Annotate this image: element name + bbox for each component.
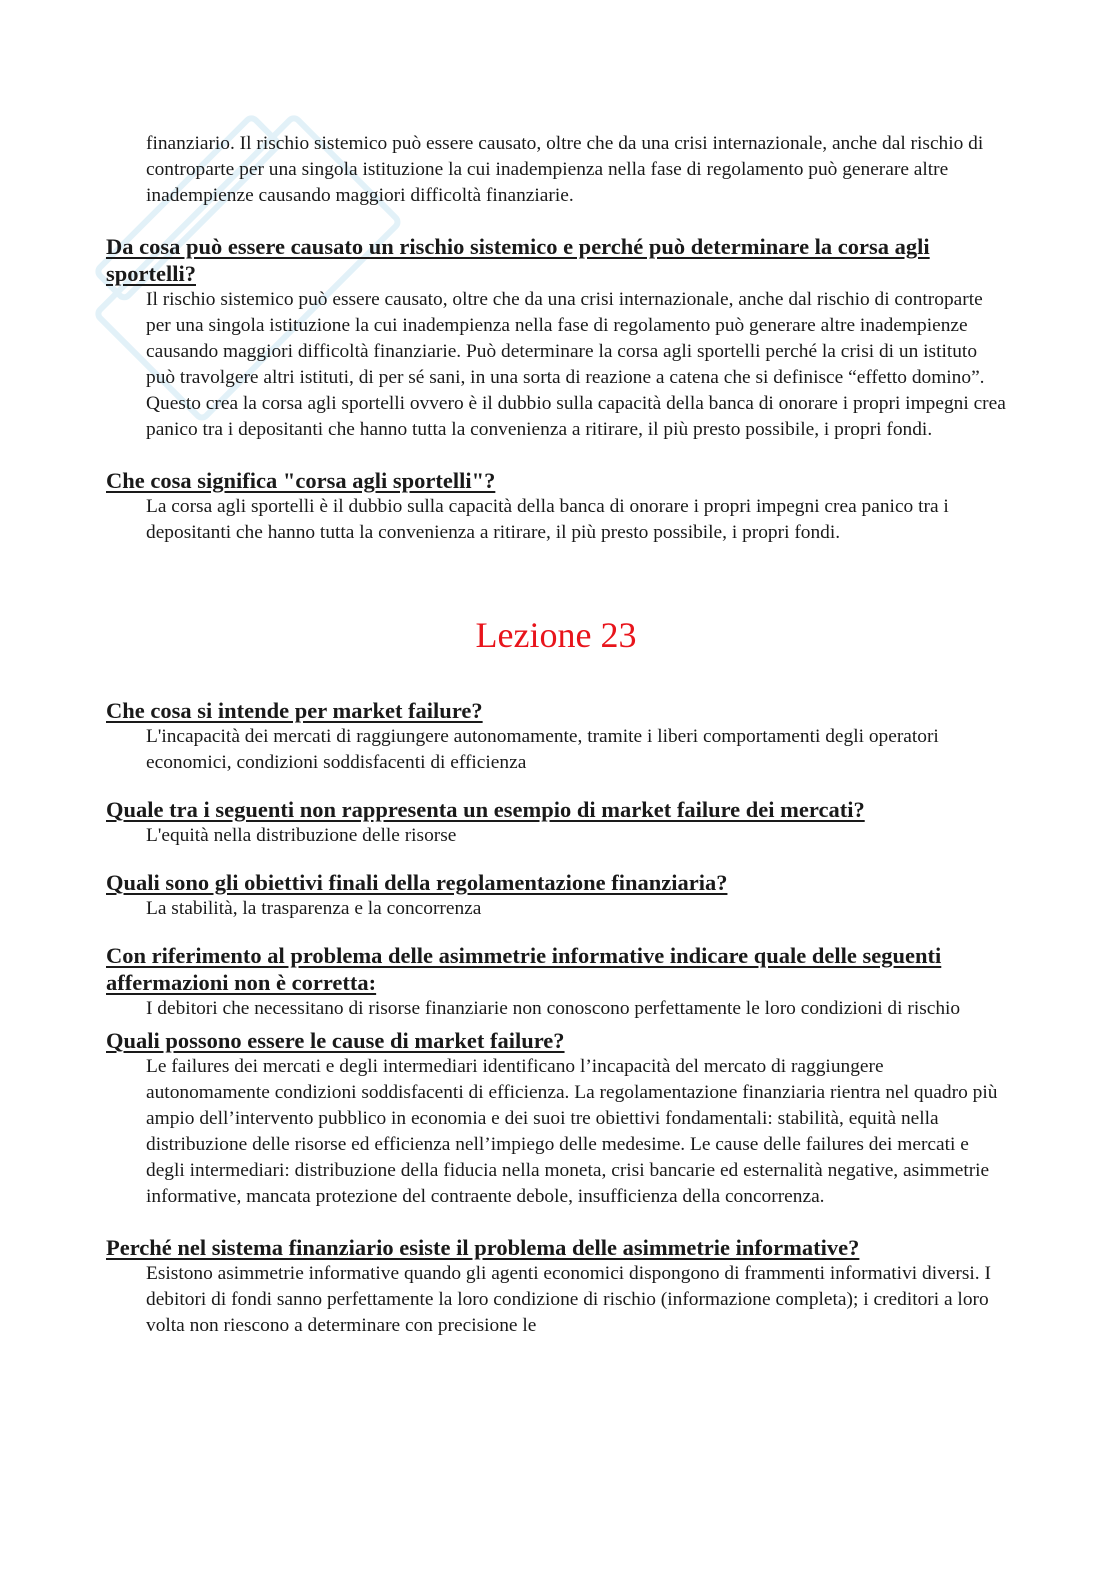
page-content: [106, 131, 1006, 1339]
lesson-title: Lezione 23: [475, 615, 637, 655]
qa-item: [106, 1027, 1006, 1210]
answer-text: La stabilità, la trasparenza e la concorrenza: [146, 898, 482, 919]
question-heading: Da cosa può essere causato un rischio sistemico e perché può determinare la corsa agli sportelli?: [106, 234, 930, 286]
question-heading: Che cosa si intende per market failure?: [106, 698, 483, 723]
answer-text: Il rischio sistemico può essere causato, oltre che da una crisi internazionale, anche dal rischio di controparte per una singola istituzione la cui inadempienza nella fase di regolamento può generare altre inadempienze causando maggiori difficoltà finanziarie. Può determinare la corsa agli sportelli perché la crisi di un istituto può travolgere altri istituti, di per sé sani, in una sorta di reazione a catena che si definisce “effetto domino”. Questo crea la corsa agli sportelli ovvero è il dubbio sulla capacità della banca di onorare i propri impegni crea panico tra i depositanti che hanno tutta la convenienza a ritirare, il più presto possibile, i propri fondi.: [146, 289, 1006, 440]
question-heading: Che cosa significa "corsa agli sportelli"?: [106, 468, 496, 493]
qa-item: [106, 796, 1006, 849]
answer-text: Le failures dei mercati e degli intermediari identificano l’incapacità del mercato di raggiungere autonomamente condizioni soddisfacenti di efficienza. La regolamentazione finanziaria rientra nel quadro più ampio dell’intervento pubblico in economia e dei suoi tre obiettivi fondamentali: stabilità, equità nella distribuzione delle risorse ed efficienza nell’impiego delle medesime. Le cause delle failures dei mercati e degli intermediari: distribuzione della fiducia nella moneta, crisi bancarie ed esternalità negative, asimmetrie informative, mancata protezione del contraente debole, insufficienza della concorrenza.: [146, 1056, 998, 1207]
qa-item: [106, 697, 1006, 776]
answer-text: L'incapacità dei mercati di raggiungere autonomamente, tramite i liberi comportamenti degli operatori economici, condizioni soddisfacenti di efficienza: [146, 726, 939, 773]
qa-item: [106, 233, 1006, 443]
intro-paragraph: finanziario. Il rischio sistemico può essere causato, oltre che da una crisi internazionale, anche dal rischio di controparte per una singola istituzione la cui inadempienza nella fase di regolamento può generare altre inadempienze causando maggiori difficoltà finanziarie.: [146, 133, 984, 206]
answer-text: Esistono asimmetrie informative quando gli agenti economici dispongono di frammenti informativi diversi. I debitori di fondi sanno perfettamente la loro condizione di rischio (informazione completa); i creditori a loro volta non riescono a determinare con precisione le: [146, 1263, 991, 1336]
question-heading: Quali sono gli obiettivi finali della regolamentazione finanziaria?: [106, 870, 728, 895]
question-heading: Con riferimento al problema delle asimmetrie informative indicare quale delle seguenti affermazioni non è corretta:: [106, 943, 942, 995]
answer-text: La corsa agli sportelli è il dubbio sulla capacità della banca di onorare i propri impegni crea panico tra i depositanti che hanno tutta la convenienza a ritirare, il più presto possibile, i propri fondi.: [146, 496, 949, 543]
qa-item: [106, 869, 1006, 922]
answer-text: I debitori che necessitano di risorse finanziarie non conoscono perfettamente le loro condizioni di rischio: [146, 998, 961, 1019]
qa-item: [106, 1234, 1006, 1339]
answer-text: L'equità nella distribuzione delle risorse: [146, 825, 457, 846]
question-heading: Perché nel sistema finanziario esiste il problema delle asimmetrie informative?: [106, 1235, 860, 1260]
qa-item: [106, 467, 1006, 546]
question-heading: Quale tra i seguenti non rappresenta un esempio di market failure dei mercati?: [106, 797, 865, 822]
qa-item: [106, 942, 1006, 1022]
question-heading: Quali possono essere le cause di market failure?: [106, 1028, 565, 1053]
